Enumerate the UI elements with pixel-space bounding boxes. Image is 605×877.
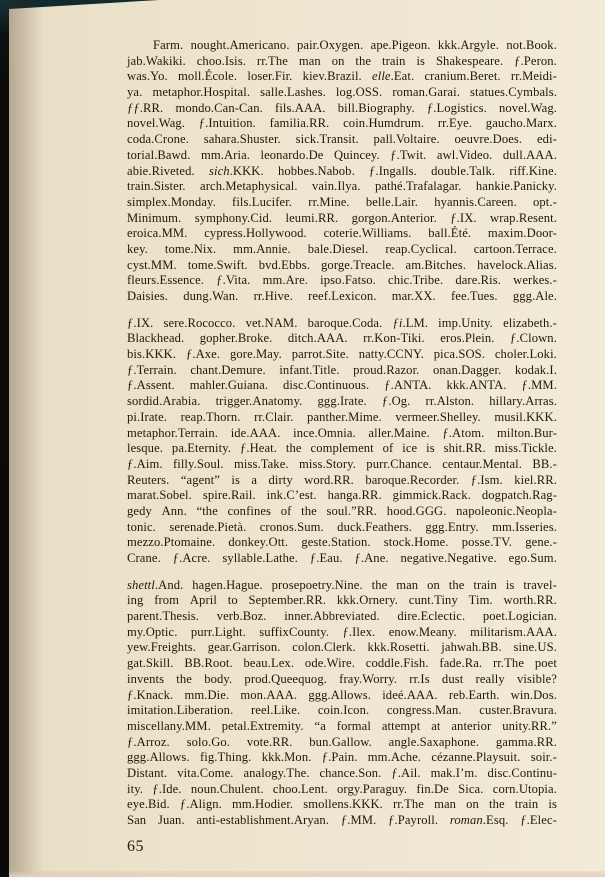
text-line: Distant. vita.Come. analogy.The. chance.Son. ƒ.Ail. mak.I’m. disc.Continu- xyxy=(127,765,557,780)
gutter-shadow xyxy=(9,0,43,877)
text-line: ƒ.Terrain. chant.Demure. infant.Title. proud.Razor. onan.Dagger. kodak.I. xyxy=(127,362,557,377)
text-line: abie.Riveted. sich.KKK. hobbes.Nabob. ƒ.Ingalls. double.Talk. riff.Kine. xyxy=(127,163,557,178)
text-line: gat.Skill. BB.Root. beau.Lex. ode.Wire. coddle.Fish. fade.Ra. rr.The poet xyxy=(127,656,557,671)
text-line: ƒ.Arroz. solo.Go. vote.RR. bun.Gallow. angle.Saxaphone. gamma.RR. xyxy=(127,734,557,749)
text-line: torial.Bawd. mm.Aria. leonardo.De Quincey. ƒ.Twit. awl.Video. dull.AAA. xyxy=(127,147,557,162)
page-top-cover-edge xyxy=(9,0,159,9)
text-line: Minimum. symphony.Cid. leumi.RR. gorgon.Anterior. ƒ.IX. wrap.Resent. xyxy=(127,210,557,225)
text-line: ƒƒ.RR. mondo.Can-Can. fils.AAA. bill.Biography. ƒ.Logistics. novel.Wag. xyxy=(127,100,557,115)
text-line: ggg.Allows. fig.Thing. kkk.Mon. ƒ.Pain. mm.Ache. cézanne.Playsuit. soir.- xyxy=(127,750,557,765)
text-line: parent.Thesis. verb.Boz. inner.Abbreviated. dire.Eclectic. poet.Logician. xyxy=(127,609,557,624)
text-line: coda.Crone. sahara.Shuster. sick.Transit. pall.Voltaire. oeuvre.Does. edi- xyxy=(127,132,557,147)
text-line: metaphor.Terrain. ide.AAA. ince.Omnia. aller.Maine. ƒ.Atom. milton.Bur- xyxy=(127,425,557,440)
paragraph xyxy=(127,316,557,567)
text-line: yew.Freights. gear.Garrison. colon.Clerk. kkk.Rosetti. jahwah.BB. sine.US. xyxy=(127,640,557,655)
text-line: bis.KKK. ƒ.Axe. gore.May. parrot.Site. natty.CCNY. pica.SOS. choler.Loki. xyxy=(127,347,557,362)
text-line: ƒ.Assent. mahler.Guiana. disc.Continuous. ƒ.ANTA. kkk.ANTA. ƒ.MM. xyxy=(127,378,557,393)
text-line: Crane. ƒ.Acre. syllable.Lathe. ƒ.Eau. ƒ.Ane. negative.Negative. ego.Sum. xyxy=(127,551,557,565)
text-line: gedy Ann. “the confines of the soul.”RR. hood.GGG. napoleonic.Neopla- xyxy=(127,503,557,518)
text-line: ing from April to September.RR. kkk.Ornery. cunt.Tiny Tim. worth.RR. xyxy=(127,593,557,608)
page-bottom-edge xyxy=(9,871,605,877)
text-line: jab.Wakiki. choo.Isis. rr.The man on the train is Shakespeare. ƒ.Peron. xyxy=(127,53,557,68)
text-line: invents the body. prod.Queequog. fray.Worry. rr.Is dust really visible? xyxy=(127,671,557,686)
text-line: key. tome.Nix. mm.Annie. bale.Diesel. reap.Cyclical. cartoon.Terrace. xyxy=(127,241,557,256)
text-line: ƒ.IX. sere.Rococco. vet.NAM. baroque.Coda. ƒi.LM. imp.Unity. elizabeth.- xyxy=(127,315,557,330)
text-line: eroica.MM. cypress.Hollywood. coterie.Williams. ball.Été. maxim.Door- xyxy=(127,226,557,241)
text-line: train.Sister. arch.Metaphysical. vain.Ilya. pathé.Trafalagar. hankie.Panicky. xyxy=(127,179,557,194)
text-line: mezzo.Ptomaine. donkey.Ott. geste.Station. stock.Home. posse.TV. gene.- xyxy=(127,535,557,550)
text-line: my.Optic. purr.Light. suffixCounty. ƒ.Ilex. enow.Meany. militarism.AAA. xyxy=(127,624,557,639)
text-line: pi.Irate. reap.Thorn. rr.Clair. panther.Mime. vermeer.Shelley. musil.KKK. xyxy=(127,409,557,424)
text-line: eye.Bid. ƒ.Align. mm.Hodier. smollens.KKK. rr.The man on the train is xyxy=(127,797,557,812)
text-line: San Juan. anti-establishment.Aryan. ƒ.MM. ƒ.Payroll. roman.Esq. ƒ.Elec- xyxy=(127,813,557,827)
text-line: imitation.Liberation. reel.Like. coin.Icon. congress.Man. custer.Bravura. xyxy=(127,703,557,718)
text-line: sordid.Arabia. trigger.Anatomy. ggg.Irate. ƒ.Og. rr.Alston. hillary.Arras. xyxy=(127,394,557,409)
text-line: miscellany.MM. petal.Extremity. “a formal attempt at anterior unity.RR.” xyxy=(127,718,557,733)
text-line: ƒ.Aim. filly.Soul. miss.Take. miss.Story. purr.Chance. centaur.Mental. BB.- xyxy=(127,456,557,471)
text-block xyxy=(127,38,557,840)
text-line: Farm. nought.Americano. pair.Oxygen. ape.Pigeon. kkk.Argyle. not.Book. xyxy=(153,38,557,52)
text-line: lesque. pa.Eternity. ƒ.Heat. the complement of ice is shit.RR. miss.Tickle. xyxy=(127,441,557,456)
text-line: shettl.And. hagen.Hague. prosepoetry.Nine. the man on the train is travel- xyxy=(127,577,557,592)
text-line: fleurs.Essence. ƒ.Vita. mm.Are. ipso.Fatso. chic.Tribe. dare.Ris. werkes.- xyxy=(127,273,557,288)
book-spine-edge xyxy=(0,0,9,877)
paragraph xyxy=(127,578,557,829)
text-line: marat.Sobel. spire.Rail. ink.C’est. hanga.RR. gimmick.Rack. dogpatch.Rag- xyxy=(127,488,557,503)
text-line: novel.Wag. ƒ.Intuition. familia.RR. coin.Humdrum. rr.Eye. gaucho.Marx. xyxy=(127,116,557,131)
text-line: ya. metaphor.Hospital. salle.Lashes. log.OSS. roman.Garai. statues.Cymbals. xyxy=(127,85,557,100)
text-line: was.Yo. moll.École. loser.Fir. kiev.Brazil. elle.Eat. cranium.Beret. rr.Meidi- xyxy=(127,69,557,84)
text-line: Blackhead. gopher.Broke. ditch.AAA. rr.Kon-Tiki. eros.Plein. ƒ.Clown. xyxy=(127,331,557,346)
text-line: tonic. serenade.Pietà. cronos.Sum. duck.Feathers. ggg.Entry. mm.Isseries. xyxy=(127,519,557,534)
text-line: Daisies. dung.Wan. rr.Hive. reef.Lexicon. mar.XX. fee.Tues. ggg.Ale. xyxy=(127,289,557,303)
text-line: cyst.MM. tome.Swift. bvd.Ebbs. gorge.Treacle. am.Bitches. havelock.Alias. xyxy=(127,257,557,272)
text-line: Reuters. “agent” is a dirty word.RR. baroque.Recorder. ƒ.Ism. kiel.RR. xyxy=(127,472,557,487)
paragraph xyxy=(127,38,557,305)
text-line: ity. ƒ.Ide. noun.Chulent. choo.Lent. orgy.Paraguy. fin.De Sica. corn.Utopia. xyxy=(127,781,557,796)
page-number: 65 xyxy=(127,838,144,855)
text-line: ƒ.Knack. mm.Die. mon.AAA. ggg.Allows. ideé.AAA. reb.Earth. win.Dos. xyxy=(127,687,557,702)
text-line: simplex.Monday. fils.Lucifer. rr.Mine. belle.Lair. hyannis.Careen. opt.- xyxy=(127,194,557,209)
